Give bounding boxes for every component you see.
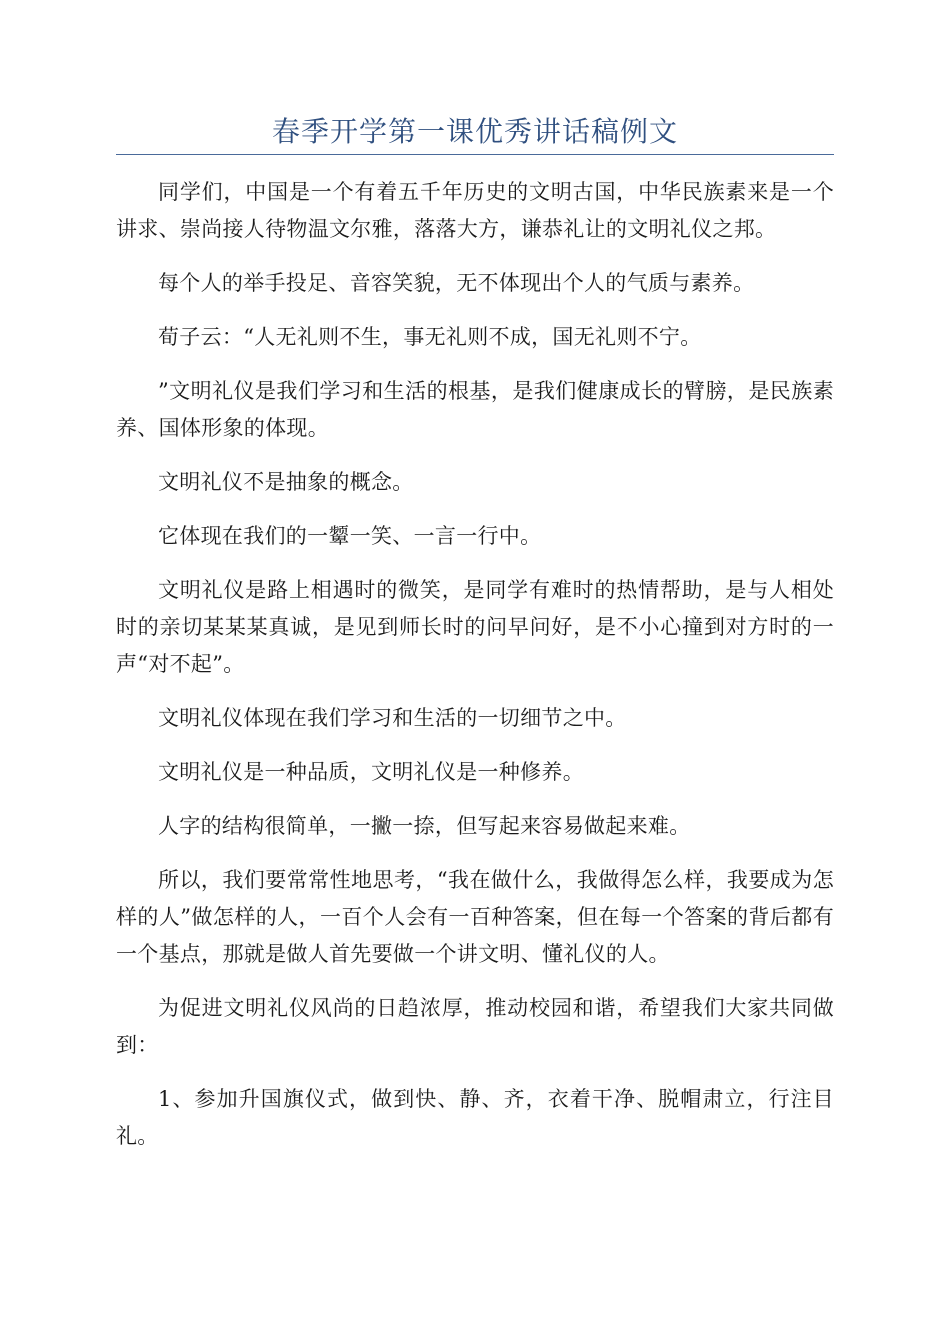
paragraph: 人字的结构很简单，一撇一捺，但写起来容易做起来难。: [158, 814, 691, 838]
document-title: 春季开学第一课优秀讲话稿例文: [271, 115, 678, 148]
paragraph: ”文明礼仪是我们学习和生活的根基，是我们健康成长的臂膀，是民族素养、国体形象的体现。: [116, 379, 834, 440]
paragraph: 文明礼仪体现在我们学习和生活的一切细节之中。: [158, 706, 627, 730]
paragraph: 1、参加升国旗仪式，做到快、静、齐，衣着干净、脱帽肃立，行注目礼。: [116, 1087, 834, 1148]
paragraph: 同学们，中国是一个有着五千年历史的文明古国，中华民族素来是一个讲求、崇尚接人待物温文尔雅，落落大方，谦恭礼让的文明礼仪之邦。: [116, 180, 834, 241]
paragraph: 文明礼仪不是抽象的概念。: [158, 470, 414, 494]
title-underline: [116, 154, 834, 155]
paragraph: 它体现在我们的一颦一笑、一言一行中。: [158, 524, 542, 548]
paragraph: 所以，我们要常常性地思考，“我在做什么，我做得怎么样，我要成为怎样的人”做怎样的人，一百个人会有一百种答案，但在每一个答案的背后都有一个基点，那就是做人首先要做一个讲文明、懂礼仪的人。: [116, 868, 834, 966]
paragraph: 荀子云：“人无礼则不生，事无礼则不成，国无礼则不宁。: [158, 325, 702, 349]
paragraph: 文明礼仪是一种品质，文明礼仪是一种修养。: [158, 760, 584, 784]
document-body: [116, 174, 834, 1172]
paragraph: 每个人的举手投足、音容笑貌，无不体现出个人的气质与素养。: [158, 271, 755, 295]
paragraph: 文明礼仪是路上相遇时的微笑，是同学有难时的热情帮助，是与人相处时的亲切某某某真诚，是见到师长时的问早问好，是不小心撞到对方时的一声“对不起”。: [116, 578, 834, 676]
paragraph: 为促进文明礼仪风尚的日趋浓厚，推动校园和谐，希望我们大家共同做到：: [116, 996, 834, 1057]
